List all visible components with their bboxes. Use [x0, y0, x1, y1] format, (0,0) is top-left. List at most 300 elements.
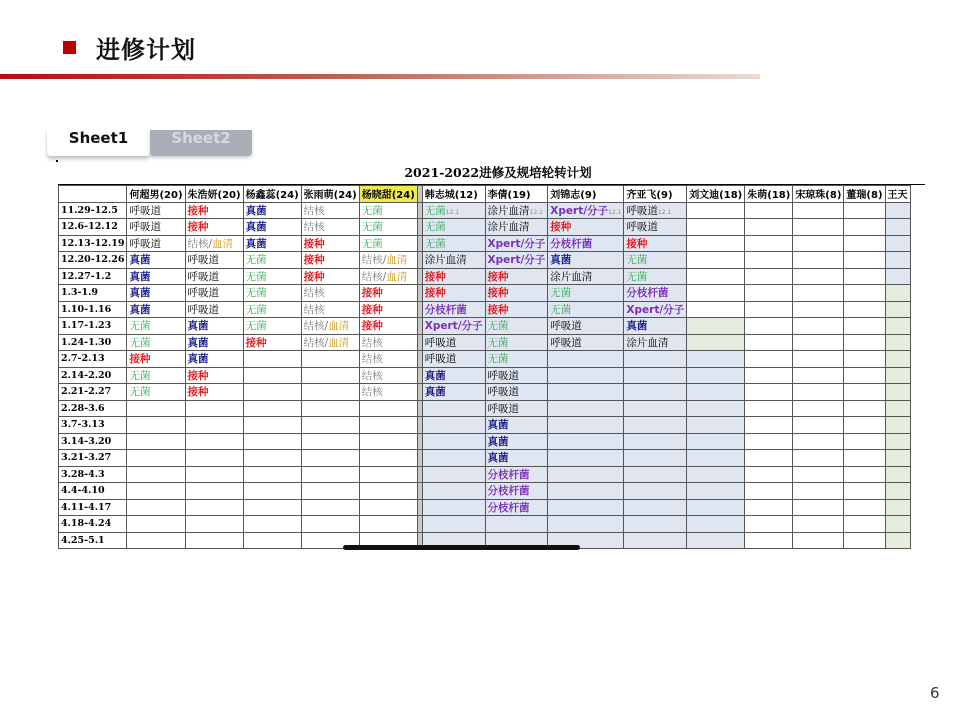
- empty-cell[interactable]: [687, 367, 745, 384]
- assignment-cell[interactable]: [548, 334, 624, 351]
- empty-cell[interactable]: [745, 351, 793, 368]
- assignment-cell[interactable]: [301, 252, 359, 269]
- assignment-cell[interactable]: [359, 466, 417, 483]
- date-range-cell[interactable]: 11.29-12.5: [59, 202, 127, 219]
- assignment-cell[interactable]: [359, 268, 417, 285]
- assignment-cell[interactable]: [548, 384, 624, 401]
- assignment-cell[interactable]: [422, 334, 485, 351]
- assignment-cell[interactable]: [301, 219, 359, 236]
- empty-cell[interactable]: [844, 532, 885, 549]
- assignment-cell[interactable]: [422, 301, 485, 318]
- date-range-cell[interactable]: 1.24-1.30: [59, 334, 127, 351]
- assignment-cell[interactable]: [301, 367, 359, 384]
- assignment-cell[interactable]: [359, 235, 417, 252]
- empty-cell[interactable]: [793, 400, 844, 417]
- empty-cell[interactable]: [793, 235, 844, 252]
- assignment-cell[interactable]: [422, 384, 485, 401]
- empty-cell[interactable]: [687, 252, 745, 269]
- assignment-cell[interactable]: [301, 417, 359, 434]
- empty-cell[interactable]: [687, 400, 745, 417]
- assignment-cell[interactable]: [359, 417, 417, 434]
- assignment-cell[interactable]: [127, 433, 185, 450]
- empty-cell[interactable]: [885, 532, 910, 549]
- assignment-cell[interactable]: [185, 202, 243, 219]
- date-range-cell[interactable]: 4.4-4.10: [59, 483, 127, 500]
- assignment-cell[interactable]: [185, 499, 243, 516]
- date-range-cell[interactable]: 3.14-3.20: [59, 433, 127, 450]
- empty-cell[interactable]: [844, 301, 885, 318]
- assignment-cell[interactable]: [485, 417, 548, 434]
- assignment-cell[interactable]: [301, 483, 359, 500]
- assignment-cell[interactable]: [243, 433, 301, 450]
- empty-cell[interactable]: [844, 417, 885, 434]
- assignment-cell[interactable]: [485, 202, 548, 219]
- empty-cell[interactable]: [844, 450, 885, 467]
- header-name-cell[interactable]: 杨晓甜(24): [359, 186, 417, 203]
- empty-cell[interactable]: [793, 252, 844, 269]
- assignment-cell[interactable]: [301, 301, 359, 318]
- assignment-cell[interactable]: [624, 285, 687, 302]
- assignment-cell[interactable]: [127, 466, 185, 483]
- empty-cell[interactable]: [793, 334, 844, 351]
- horizontal-scrollbar[interactable]: [343, 545, 580, 550]
- assignment-cell[interactable]: [485, 516, 548, 533]
- assignment-cell[interactable]: [301, 268, 359, 285]
- empty-cell[interactable]: [687, 384, 745, 401]
- date-range-cell[interactable]: 4.18-4.24: [59, 516, 127, 533]
- empty-cell[interactable]: [885, 367, 910, 384]
- empty-cell[interactable]: [745, 219, 793, 236]
- empty-cell[interactable]: [844, 318, 885, 335]
- header-corner-cell[interactable]: [59, 186, 127, 203]
- assignment-cell[interactable]: [548, 499, 624, 516]
- empty-cell[interactable]: [793, 268, 844, 285]
- assignment-cell[interactable]: [243, 466, 301, 483]
- assignment-cell[interactable]: [485, 450, 548, 467]
- empty-cell[interactable]: [793, 433, 844, 450]
- assignment-cell[interactable]: [624, 318, 687, 335]
- assignment-cell[interactable]: [127, 252, 185, 269]
- assignment-cell[interactable]: [548, 516, 624, 533]
- empty-cell[interactable]: [793, 301, 844, 318]
- assignment-cell[interactable]: [548, 351, 624, 368]
- assignment-cell[interactable]: [485, 252, 548, 269]
- assignment-cell[interactable]: [485, 285, 548, 302]
- empty-cell[interactable]: [745, 334, 793, 351]
- assignment-cell[interactable]: [422, 417, 485, 434]
- assignment-cell[interactable]: [485, 351, 548, 368]
- assignment-cell[interactable]: [185, 450, 243, 467]
- assignment-cell[interactable]: [359, 400, 417, 417]
- empty-cell[interactable]: [687, 417, 745, 434]
- assignment-cell[interactable]: [127, 384, 185, 401]
- assignment-cell[interactable]: [127, 516, 185, 533]
- assignment-cell[interactable]: [624, 483, 687, 500]
- empty-cell[interactable]: [885, 384, 910, 401]
- assignment-cell[interactable]: [127, 334, 185, 351]
- empty-cell[interactable]: [793, 285, 844, 302]
- assignment-cell[interactable]: [243, 334, 301, 351]
- assignment-cell[interactable]: [359, 384, 417, 401]
- assignment-cell[interactable]: [548, 466, 624, 483]
- empty-cell[interactable]: [844, 466, 885, 483]
- assignment-cell[interactable]: [127, 202, 185, 219]
- assignment-cell[interactable]: [185, 334, 243, 351]
- empty-cell[interactable]: [687, 450, 745, 467]
- assignment-cell[interactable]: [548, 235, 624, 252]
- empty-cell[interactable]: [885, 433, 910, 450]
- assignment-cell[interactable]: [422, 450, 485, 467]
- assignment-cell[interactable]: [185, 301, 243, 318]
- assignment-cell[interactable]: [243, 400, 301, 417]
- date-range-cell[interactable]: 2.14-2.20: [59, 367, 127, 384]
- empty-cell[interactable]: [793, 483, 844, 500]
- assignment-cell[interactable]: [624, 301, 687, 318]
- empty-cell[interactable]: [745, 483, 793, 500]
- assignment-cell[interactable]: [127, 417, 185, 434]
- assignment-cell[interactable]: [185, 516, 243, 533]
- empty-cell[interactable]: [844, 351, 885, 368]
- assignment-cell[interactable]: [243, 450, 301, 467]
- assignment-cell[interactable]: [359, 516, 417, 533]
- assignment-cell[interactable]: [548, 252, 624, 269]
- date-range-cell[interactable]: 4.25-5.1: [59, 532, 127, 549]
- assignment-cell[interactable]: [624, 516, 687, 533]
- assignment-cell[interactable]: [624, 450, 687, 467]
- empty-cell[interactable]: [687, 516, 745, 533]
- assignment-cell[interactable]: [624, 532, 687, 549]
- assignment-cell[interactable]: [624, 219, 687, 236]
- assignment-cell[interactable]: [548, 268, 624, 285]
- assignment-cell[interactable]: [301, 516, 359, 533]
- header-name-cell[interactable]: 韩志城(12): [422, 186, 485, 203]
- assignment-cell[interactable]: [185, 235, 243, 252]
- assignment-cell[interactable]: [359, 318, 417, 335]
- assignment-cell[interactable]: [301, 433, 359, 450]
- assignment-cell[interactable]: [243, 301, 301, 318]
- header-name-cell[interactable]: 董瑞(8): [844, 186, 885, 203]
- assignment-cell[interactable]: [185, 367, 243, 384]
- empty-cell[interactable]: [687, 318, 745, 335]
- empty-cell[interactable]: [844, 483, 885, 500]
- assignment-cell[interactable]: [422, 483, 485, 500]
- assignment-cell[interactable]: [185, 268, 243, 285]
- header-name-cell[interactable]: 刘文迪(18): [687, 186, 745, 203]
- assignment-cell[interactable]: [624, 235, 687, 252]
- header-name-cell[interactable]: 刘锦志(9): [548, 186, 624, 203]
- empty-cell[interactable]: [745, 252, 793, 269]
- assignment-cell[interactable]: [127, 351, 185, 368]
- assignment-cell[interactable]: [548, 285, 624, 302]
- assignment-cell[interactable]: [485, 499, 548, 516]
- assignment-cell[interactable]: [185, 285, 243, 302]
- assignment-cell[interactable]: [127, 285, 185, 302]
- assignment-cell[interactable]: [127, 367, 185, 384]
- empty-cell[interactable]: [885, 285, 910, 302]
- assignment-cell[interactable]: [422, 351, 485, 368]
- empty-cell[interactable]: [844, 268, 885, 285]
- assignment-cell[interactable]: [127, 532, 185, 549]
- assignment-cell[interactable]: [185, 417, 243, 434]
- assignment-cell[interactable]: [485, 219, 548, 236]
- empty-cell[interactable]: [793, 384, 844, 401]
- assignment-cell[interactable]: [301, 334, 359, 351]
- empty-cell[interactable]: [745, 417, 793, 434]
- assignment-cell[interactable]: [422, 202, 485, 219]
- empty-cell[interactable]: [745, 268, 793, 285]
- assignment-cell[interactable]: [359, 202, 417, 219]
- assignment-cell[interactable]: [243, 351, 301, 368]
- assignment-cell[interactable]: [624, 202, 687, 219]
- header-name-cell[interactable]: 王天: [885, 186, 910, 203]
- assignment-cell[interactable]: [127, 318, 185, 335]
- header-name-cell[interactable]: 李倩(19): [485, 186, 548, 203]
- empty-cell[interactable]: [793, 516, 844, 533]
- assignment-cell[interactable]: [185, 433, 243, 450]
- assignment-cell[interactable]: [185, 400, 243, 417]
- assignment-cell[interactable]: [243, 384, 301, 401]
- assignment-cell[interactable]: [243, 202, 301, 219]
- assignment-cell[interactable]: [624, 466, 687, 483]
- assignment-cell[interactable]: [548, 400, 624, 417]
- assignment-cell[interactable]: [243, 318, 301, 335]
- empty-cell[interactable]: [687, 268, 745, 285]
- empty-cell[interactable]: [793, 450, 844, 467]
- assignment-cell[interactable]: [422, 318, 485, 335]
- assignment-cell[interactable]: [359, 499, 417, 516]
- assignment-cell[interactable]: [127, 499, 185, 516]
- header-name-cell[interactable]: 朱浩妍(20): [185, 186, 243, 203]
- assignment-cell[interactable]: [127, 483, 185, 500]
- assignment-cell[interactable]: [301, 466, 359, 483]
- date-range-cell[interactable]: 2.21-2.27: [59, 384, 127, 401]
- empty-cell[interactable]: [745, 235, 793, 252]
- assignment-cell[interactable]: [359, 433, 417, 450]
- assignment-cell[interactable]: [301, 351, 359, 368]
- assignment-cell[interactable]: [485, 384, 548, 401]
- empty-cell[interactable]: [793, 367, 844, 384]
- empty-cell[interactable]: [745, 384, 793, 401]
- date-range-cell[interactable]: 12.20-12.26: [59, 252, 127, 269]
- empty-cell[interactable]: [885, 499, 910, 516]
- empty-cell[interactable]: [885, 268, 910, 285]
- assignment-cell[interactable]: [422, 367, 485, 384]
- empty-cell[interactable]: [885, 202, 910, 219]
- assignment-cell[interactable]: [485, 400, 548, 417]
- assignment-cell[interactable]: [359, 351, 417, 368]
- empty-cell[interactable]: [885, 252, 910, 269]
- assignment-cell[interactable]: [243, 252, 301, 269]
- date-range-cell[interactable]: 4.11-4.17: [59, 499, 127, 516]
- header-name-cell[interactable]: 张雨萌(24): [301, 186, 359, 203]
- assignment-cell[interactable]: [548, 367, 624, 384]
- assignment-cell[interactable]: [624, 334, 687, 351]
- empty-cell[interactable]: [745, 367, 793, 384]
- assignment-cell[interactable]: [485, 433, 548, 450]
- empty-cell[interactable]: [745, 202, 793, 219]
- date-range-cell[interactable]: 3.28-4.3: [59, 466, 127, 483]
- assignment-cell[interactable]: [422, 400, 485, 417]
- assignment-cell[interactable]: [485, 466, 548, 483]
- empty-cell[interactable]: [885, 483, 910, 500]
- assignment-cell[interactable]: [422, 285, 485, 302]
- empty-cell[interactable]: [885, 318, 910, 335]
- empty-cell[interactable]: [885, 301, 910, 318]
- empty-cell[interactable]: [793, 532, 844, 549]
- empty-cell[interactable]: [885, 417, 910, 434]
- empty-cell[interactable]: [793, 466, 844, 483]
- assignment-cell[interactable]: [301, 202, 359, 219]
- empty-cell[interactable]: [793, 318, 844, 335]
- assignment-cell[interactable]: [301, 450, 359, 467]
- assignment-cell[interactable]: [359, 252, 417, 269]
- assignment-cell[interactable]: [548, 450, 624, 467]
- empty-cell[interactable]: [844, 334, 885, 351]
- assignment-cell[interactable]: [127, 235, 185, 252]
- date-range-cell[interactable]: 12.6-12.12: [59, 219, 127, 236]
- assignment-cell[interactable]: [359, 285, 417, 302]
- assignment-cell[interactable]: [359, 334, 417, 351]
- empty-cell[interactable]: [687, 483, 745, 500]
- assignment-cell[interactable]: [127, 301, 185, 318]
- empty-cell[interactable]: [844, 285, 885, 302]
- empty-cell[interactable]: [844, 202, 885, 219]
- empty-cell[interactable]: [687, 202, 745, 219]
- assignment-cell[interactable]: [624, 400, 687, 417]
- empty-cell[interactable]: [745, 516, 793, 533]
- assignment-cell[interactable]: [422, 219, 485, 236]
- tab-sheet2[interactable]: Sheet2: [150, 130, 252, 156]
- assignment-cell[interactable]: [548, 318, 624, 335]
- assignment-cell[interactable]: [624, 268, 687, 285]
- assignment-cell[interactable]: [185, 483, 243, 500]
- assignment-cell[interactable]: [243, 219, 301, 236]
- empty-cell[interactable]: [844, 499, 885, 516]
- empty-cell[interactable]: [687, 351, 745, 368]
- assignment-cell[interactable]: [243, 483, 301, 500]
- date-range-cell[interactable]: 2.28-3.6: [59, 400, 127, 417]
- header-name-cell[interactable]: 齐亚飞(9): [624, 186, 687, 203]
- assignment-cell[interactable]: [359, 483, 417, 500]
- empty-cell[interactable]: [687, 466, 745, 483]
- empty-cell[interactable]: [885, 219, 910, 236]
- assignment-cell[interactable]: [624, 433, 687, 450]
- empty-cell[interactable]: [687, 334, 745, 351]
- empty-cell[interactable]: [745, 433, 793, 450]
- assignment-cell[interactable]: [422, 235, 485, 252]
- date-range-cell[interactable]: 12.13-12.19: [59, 235, 127, 252]
- empty-cell[interactable]: [885, 450, 910, 467]
- assignment-cell[interactable]: [185, 532, 243, 549]
- assignment-cell[interactable]: [422, 433, 485, 450]
- assignment-cell[interactable]: [185, 318, 243, 335]
- assignment-cell[interactable]: [359, 301, 417, 318]
- tab-sheet1[interactable]: Sheet1: [47, 130, 150, 156]
- empty-cell[interactable]: [793, 417, 844, 434]
- assignment-cell[interactable]: [485, 301, 548, 318]
- empty-cell[interactable]: [745, 318, 793, 335]
- header-name-cell[interactable]: 杨鑫蕊(24): [243, 186, 301, 203]
- empty-cell[interactable]: [844, 219, 885, 236]
- empty-cell[interactable]: [745, 499, 793, 516]
- empty-cell[interactable]: [745, 301, 793, 318]
- assignment-cell[interactable]: [548, 417, 624, 434]
- empty-cell[interactable]: [844, 367, 885, 384]
- assignment-cell[interactable]: [127, 268, 185, 285]
- header-name-cell[interactable]: 何超男(20): [127, 186, 185, 203]
- empty-cell[interactable]: [885, 400, 910, 417]
- assignment-cell[interactable]: [485, 367, 548, 384]
- assignment-cell[interactable]: [624, 252, 687, 269]
- empty-cell[interactable]: [745, 285, 793, 302]
- empty-cell[interactable]: [687, 301, 745, 318]
- assignment-cell[interactable]: [185, 252, 243, 269]
- assignment-cell[interactable]: [422, 499, 485, 516]
- empty-cell[interactable]: [885, 466, 910, 483]
- empty-cell[interactable]: [844, 235, 885, 252]
- assignment-cell[interactable]: [624, 367, 687, 384]
- assignment-cell[interactable]: [185, 351, 243, 368]
- assignment-cell[interactable]: [301, 400, 359, 417]
- empty-cell[interactable]: [844, 252, 885, 269]
- empty-cell[interactable]: [844, 433, 885, 450]
- empty-cell[interactable]: [793, 219, 844, 236]
- empty-cell[interactable]: [745, 400, 793, 417]
- empty-cell[interactable]: [745, 532, 793, 549]
- assignment-cell[interactable]: [422, 268, 485, 285]
- assignment-cell[interactable]: [301, 235, 359, 252]
- empty-cell[interactable]: [885, 351, 910, 368]
- date-range-cell[interactable]: 3.7-3.13: [59, 417, 127, 434]
- assignment-cell[interactable]: [359, 367, 417, 384]
- date-range-cell[interactable]: 2.7-2.13: [59, 351, 127, 368]
- assignment-cell[interactable]: [548, 433, 624, 450]
- empty-cell[interactable]: [687, 433, 745, 450]
- assignment-cell[interactable]: [422, 252, 485, 269]
- assignment-cell[interactable]: [185, 219, 243, 236]
- assignment-cell[interactable]: [127, 400, 185, 417]
- empty-cell[interactable]: [844, 384, 885, 401]
- assignment-cell[interactable]: [548, 219, 624, 236]
- assignment-cell[interactable]: [548, 202, 624, 219]
- empty-cell[interactable]: [687, 235, 745, 252]
- date-range-cell[interactable]: 1.3-1.9: [59, 285, 127, 302]
- assignment-cell[interactable]: [243, 417, 301, 434]
- assignment-cell[interactable]: [624, 384, 687, 401]
- empty-cell[interactable]: [793, 351, 844, 368]
- empty-cell[interactable]: [687, 219, 745, 236]
- assignment-cell[interactable]: [301, 285, 359, 302]
- assignment-cell[interactable]: [301, 384, 359, 401]
- empty-cell[interactable]: [885, 235, 910, 252]
- date-range-cell[interactable]: 12.27-1.2: [59, 268, 127, 285]
- empty-cell[interactable]: [745, 466, 793, 483]
- assignment-cell[interactable]: [485, 318, 548, 335]
- header-name-cell[interactable]: 宋琼珠(8): [793, 186, 844, 203]
- assignment-cell[interactable]: [485, 235, 548, 252]
- assignment-cell[interactable]: [185, 384, 243, 401]
- assignment-cell[interactable]: [624, 499, 687, 516]
- empty-cell[interactable]: [745, 450, 793, 467]
- header-name-cell[interactable]: 朱萌(18): [745, 186, 793, 203]
- assignment-cell[interactable]: [359, 219, 417, 236]
- assignment-cell[interactable]: [243, 285, 301, 302]
- assignment-cell[interactable]: [422, 466, 485, 483]
- assignment-cell[interactable]: [548, 301, 624, 318]
- empty-cell[interactable]: [687, 499, 745, 516]
- assignment-cell[interactable]: [485, 334, 548, 351]
- assignment-cell[interactable]: [485, 268, 548, 285]
